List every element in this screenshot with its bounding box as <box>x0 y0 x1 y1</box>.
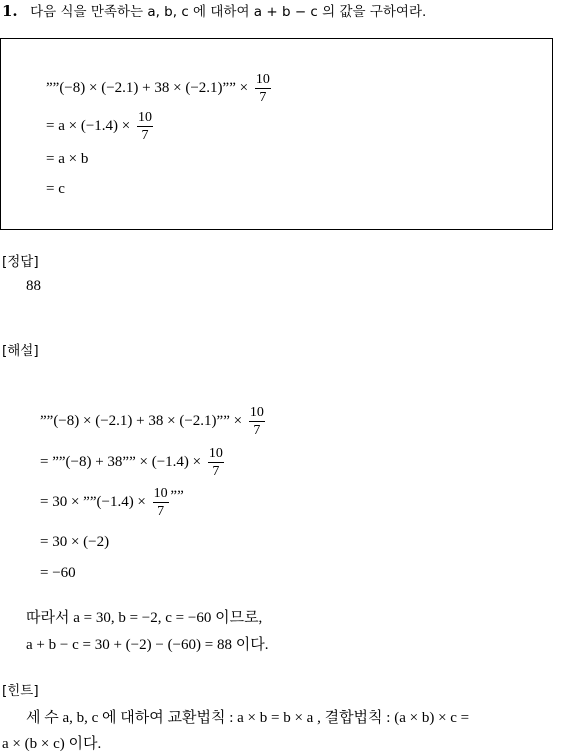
box-line-2: = a × (−1.4) × $\frac{10}{7}$ <box>46 110 152 143</box>
hint-line-2: a × (b × c) 이다. <box>2 736 102 752</box>
fraction: $\frac{10}{7}$ <box>153 486 168 519</box>
fraction: $\frac{10}{7}$ <box>255 72 270 105</box>
solution-line-3: = 30 × ””(−1.4) × $\frac{10}{7}$ ”” <box>40 486 184 519</box>
problem-statement: 다음 식을 만족하는 a, b, c 에 대하여 a + b − c 의 값을 구하여라. <box>30 4 427 20</box>
fraction: $\frac{10}{7}$ <box>249 405 264 438</box>
hint-label: [힌트] <box>2 683 39 699</box>
hint-line-1: 세 수 a, b, c 에 대하여 교환법칙 : a × b = b × a , 결합법칙 : (a × b) × c = <box>26 710 470 726</box>
problem-header <box>2 4 426 20</box>
answer-label: [정답] <box>2 254 39 270</box>
box-line-3: = a × b <box>46 151 89 167</box>
problem-number: 1. <box>2 2 18 20</box>
solution-line-1: ””(−8) × (−2.1) + 38 × (−2.1)”” × $\frac{10}{7}$ <box>40 405 264 438</box>
solution-label: [해설] <box>2 343 39 359</box>
box-line-1: ””(−8) × (−2.1) + 38 × (−2.1)”” × $\frac{10}{7}$ <box>46 72 270 105</box>
solution-conclusion-1: 따라서 a = 30, b = −2, c = −60 이므로, <box>26 610 263 626</box>
fraction: $\frac{10}{7}$ <box>208 446 223 479</box>
solution-line-2: = ””(−8) + 38”” × (−1.4) × $\frac{10}{7}$ <box>40 446 223 479</box>
answer-value: 88 <box>26 278 41 294</box>
fraction: $\frac{10}{7}$ <box>138 110 152 143</box>
solution-conclusion-2: a + b − c = 30 + (−2) − (−60) = 88 이다. <box>26 637 269 653</box>
box-line-4: = c <box>46 181 65 197</box>
solution-line-5: = −60 <box>40 565 76 581</box>
solution-line-4: = 30 × (−2) <box>40 534 110 550</box>
